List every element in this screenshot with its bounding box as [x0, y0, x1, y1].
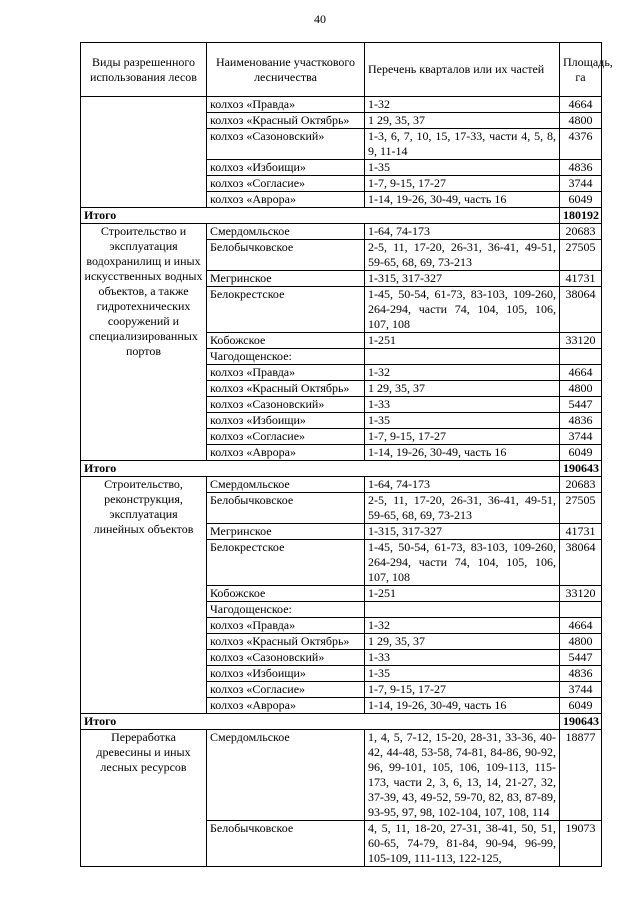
district-cell: Смердомльское — [207, 224, 365, 240]
area-cell: 3744 — [560, 429, 602, 445]
quarters-cell: 1-32 — [365, 618, 560, 634]
quarters-cell: 1-251 — [365, 586, 560, 602]
district-cell: колхоз «Избоищи» — [207, 160, 365, 176]
area-cell: 4664 — [560, 365, 602, 381]
quarters-cell: 1-315, 317-327 — [365, 271, 560, 287]
quarters-cell: 1-32 — [365, 365, 560, 381]
district-cell: колхоз «Избоищи» — [207, 413, 365, 429]
district-cell: колхоз «Согласие» — [207, 682, 365, 698]
area-cell: 5447 — [560, 650, 602, 666]
area-cell: 4836 — [560, 413, 602, 429]
quarters-cell: 2-5, 11, 17-20, 26-31, 36-41, 49-51, 59-65, 68, 69, 73-213 — [365, 240, 560, 271]
quarters-cell: 1-315, 317-327 — [365, 524, 560, 540]
quarters-cell: 1-33 — [365, 650, 560, 666]
district-cell: Кобожское — [207, 586, 365, 602]
area-cell: 20683 — [560, 477, 602, 493]
area-cell — [560, 602, 602, 618]
area-cell: 18877 — [560, 730, 602, 821]
area-cell: 4376 — [560, 129, 602, 160]
district-cell: колхоз «Аврора» — [207, 445, 365, 461]
district-cell: Белобычковское — [207, 240, 365, 271]
quarters-cell: 1 29, 35, 37 — [365, 113, 560, 129]
quarters-cell: 1-45, 50-54, 61-73, 83-103, 109-260, 264-294, части 74, 104, 105, 106, 107, 108 — [365, 287, 560, 333]
area-cell: 4664 — [560, 97, 602, 113]
district-cell: колхоз «Согласие» — [207, 176, 365, 192]
district-cell: Белобычковское — [207, 493, 365, 524]
district-cell: колхоз «Красный Октябрь» — [207, 113, 365, 129]
area-cell: 6049 — [560, 192, 602, 208]
quarters-cell: 1 29, 35, 37 — [365, 381, 560, 397]
total-label: Итого — [81, 714, 560, 730]
forest-use-table — [80, 42, 613, 867]
quarters-cell: 1-35 — [365, 160, 560, 176]
district-cell: колхоз «Аврора» — [207, 192, 365, 208]
district-cell: колхоз «Сазоновский» — [207, 650, 365, 666]
area-cell: 33120 — [560, 586, 602, 602]
district-cell: колхоз «Сазоновский» — [207, 129, 365, 160]
header-use-type: Виды разрешенного использования лесов — [81, 43, 207, 97]
area-cell: 4664 — [560, 618, 602, 634]
area-cell: 6049 — [560, 698, 602, 714]
area-cell: 4836 — [560, 666, 602, 682]
district-cell: Кобожское — [207, 333, 365, 349]
quarters-cell: 1-7, 9-15, 17-27 — [365, 682, 560, 698]
use-type-cell — [81, 97, 207, 208]
total-label: Итого — [81, 208, 560, 224]
area-cell: 19073 — [560, 821, 602, 867]
district-cell: колхоз «Правда» — [207, 618, 365, 634]
quarters-cell: 1-64, 74-173 — [365, 477, 560, 493]
area-cell: 38064 — [560, 287, 602, 333]
quarters-cell: 1-14, 19-26, 30-49, часть 16 — [365, 698, 560, 714]
area-cell: 3744 — [560, 176, 602, 192]
district-cell: Белокрестское — [207, 540, 365, 586]
area-cell: 41731 — [560, 524, 602, 540]
district-cell: Чагодощенское: — [207, 349, 365, 365]
header-quarters: Перечень кварталов или их частей — [365, 43, 560, 97]
district-cell: колхоз «Красный Октябрь» — [207, 634, 365, 650]
quarters-cell: 1-7, 9-15, 17-27 — [365, 176, 560, 192]
district-cell: Мегринское — [207, 524, 365, 540]
quarters-cell: 1, 4, 5, 7-12, 15-20, 28-31, 33-36, 40-42, 44-48, 53-58, 74-81, 84-86, 90-92, 96, 99-101, 105, 106, 109-113, 115-173, части 2, 3, 6, 13, 14, 21-27, 32, 37-39, 43, 49-52, 59-70, 82, 83, 87-89, 93-95, 97, 98, 102-104, 107, 108, 114 — [365, 730, 560, 821]
page-number: 40 — [314, 12, 326, 26]
quarters-cell: 1-35 — [365, 666, 560, 682]
district-cell: Белобычковское — [207, 821, 365, 867]
total-area: 190643 — [560, 714, 602, 730]
area-cell: 5447 — [560, 397, 602, 413]
quarters-cell: 2-5, 11, 17-20, 26-31, 36-41, 49-51, 59-65, 68, 69, 73-213 — [365, 493, 560, 524]
quarters-cell: 1-3, 6, 7, 10, 15, 17-33, части 4, 5, 8, 9, 11-14 — [365, 129, 560, 160]
district-cell: Смердомльское — [207, 730, 365, 821]
quarters-cell: 1 29, 35, 37 — [365, 634, 560, 650]
use-type-cell: Строительство и эксплуатация водохранилищ и иных искусственных водных объектов, а также гидротехнических сооружений и специализированных портов — [81, 224, 207, 461]
area-cell: 4836 — [560, 160, 602, 176]
district-cell: Белокрестское — [207, 287, 365, 333]
use-type-cell: Строительство, реконструкция, эксплуатация линейных объектов — [81, 477, 207, 714]
quarters-cell: 1-7, 9-15, 17-27 — [365, 429, 560, 445]
header-district: Наименование участкового лесничества — [207, 43, 365, 97]
quarters-cell — [365, 349, 560, 365]
area-cell: 4800 — [560, 634, 602, 650]
quarters-cell — [365, 602, 560, 618]
quarters-cell: 4, 5, 11, 18-20, 27-31, 38-41, 50, 51, 60-65, 74-79, 81-84, 90-94, 96-99, 105-109, 111-113, 122-125, — [365, 821, 560, 867]
district-cell: колхоз «Сазоновский» — [207, 397, 365, 413]
district-cell: Мегринское — [207, 271, 365, 287]
area-cell: 4800 — [560, 381, 602, 397]
area-cell: 4800 — [560, 113, 602, 129]
header-area: Площадь, га — [560, 43, 602, 97]
quarters-cell: 1-45, 50-54, 61-73, 83-103, 109-260, 264-294, части 74, 104, 105, 106, 107, 108 — [365, 540, 560, 586]
quarters-cell: 1-14, 19-26, 30-49, часть 16 — [365, 192, 560, 208]
total-label: Итого — [81, 461, 560, 477]
area-cell — [560, 349, 602, 365]
district-cell: колхоз «Аврора» — [207, 698, 365, 714]
use-type-cell: Переработка древесины и иных лесных ресурсов — [81, 730, 207, 867]
quarters-cell: 1-32 — [365, 97, 560, 113]
area-cell: 33120 — [560, 333, 602, 349]
district-cell: Чагодощенское: — [207, 602, 365, 618]
district-cell: колхоз «Согласие» — [207, 429, 365, 445]
area-cell: 27505 — [560, 493, 602, 524]
total-area: 180192 — [560, 208, 602, 224]
district-cell: Смердомльское — [207, 477, 365, 493]
district-cell: колхоз «Избоищи» — [207, 666, 365, 682]
quarters-cell: 1-251 — [365, 333, 560, 349]
area-cell: 27505 — [560, 240, 602, 271]
area-cell: 38064 — [560, 540, 602, 586]
quarters-cell: 1-64, 74-173 — [365, 224, 560, 240]
area-cell: 41731 — [560, 271, 602, 287]
quarters-cell: 1-35 — [365, 413, 560, 429]
area-cell: 6049 — [560, 445, 602, 461]
total-area: 190643 — [560, 461, 602, 477]
district-cell: колхоз «Красный Октябрь» — [207, 381, 365, 397]
quarters-cell: 1-33 — [365, 397, 560, 413]
area-cell: 3744 — [560, 682, 602, 698]
district-cell: колхоз «Правда» — [207, 97, 365, 113]
area-cell: 20683 — [560, 224, 602, 240]
district-cell: колхоз «Правда» — [207, 365, 365, 381]
quarters-cell: 1-14, 19-26, 30-49, часть 16 — [365, 445, 560, 461]
